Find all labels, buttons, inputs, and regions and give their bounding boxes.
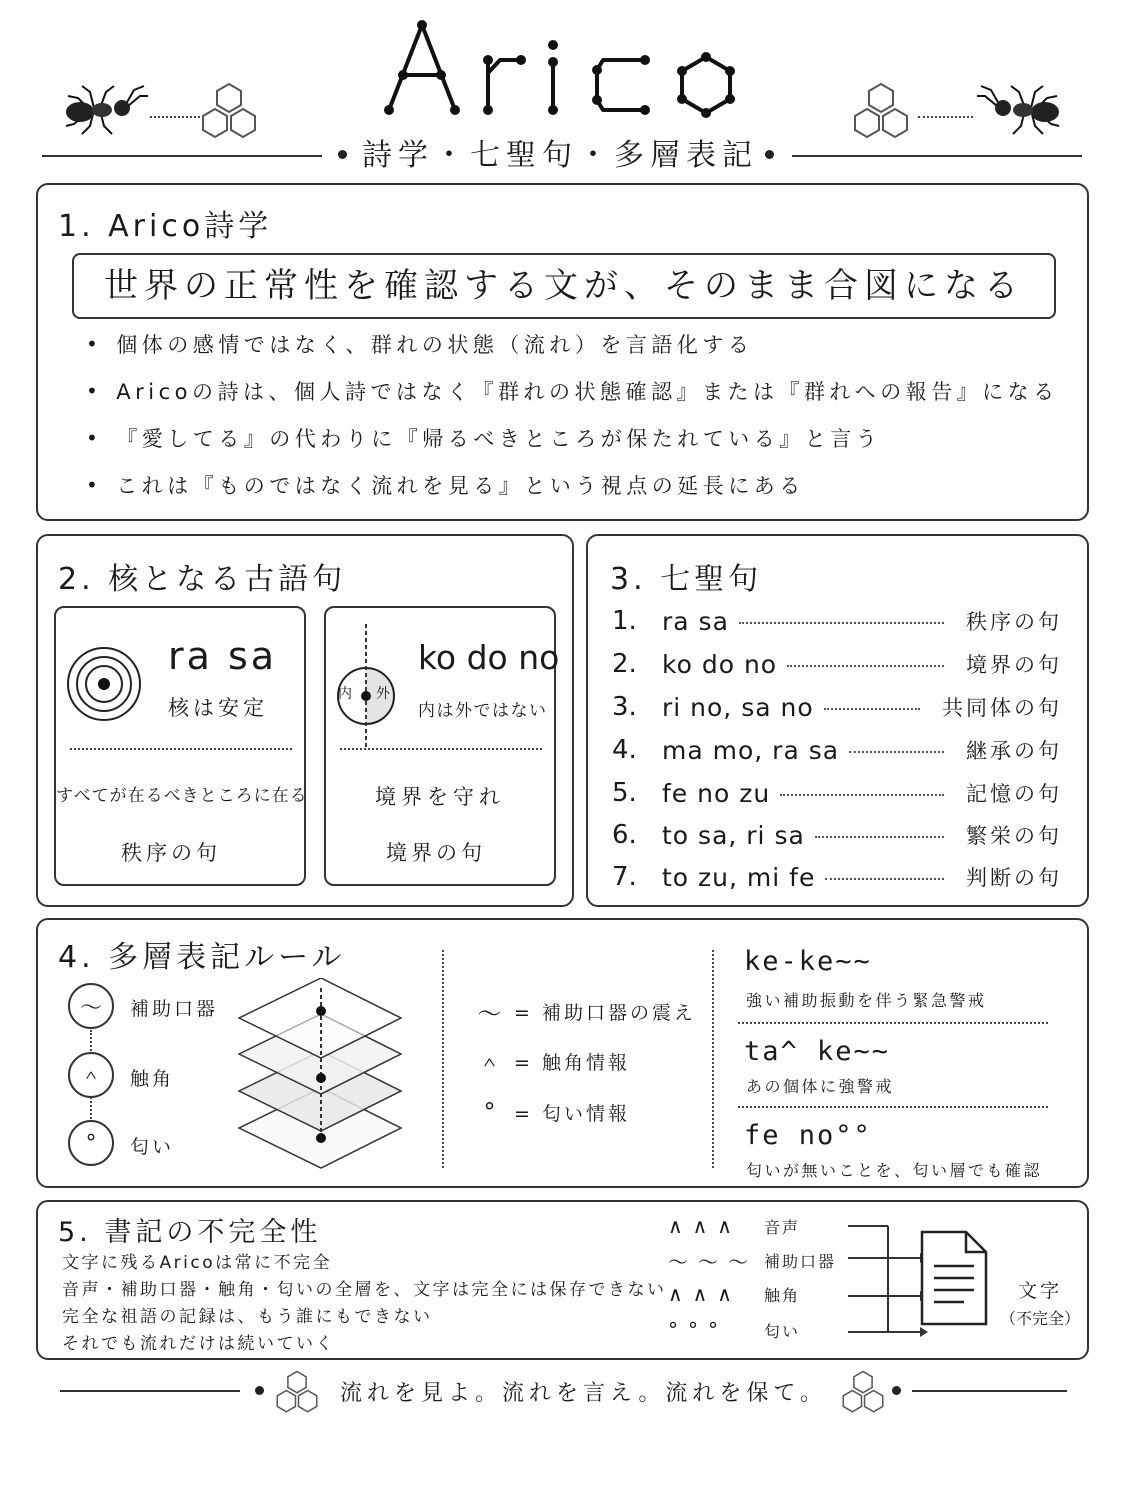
phrase-name: 秩序の句 xyxy=(966,610,1062,634)
section-writing-incompleteness xyxy=(36,1200,1089,1360)
phrase-name: 境界の句 xyxy=(966,653,1062,677)
leader-dots xyxy=(824,708,920,710)
channel-label: 補助口器 xyxy=(130,998,219,1020)
subtitle: 詩学・七聖句・多層表記 xyxy=(362,138,758,173)
mouthpart-icon: ～ xyxy=(68,983,114,1029)
outer-label: 外 xyxy=(376,686,390,702)
phrase-word: ri no, sa no xyxy=(662,692,814,722)
phrase-meaning: すべてが在るべきところに在る xyxy=(56,786,308,806)
phrase-category: 境界の句 xyxy=(386,841,486,865)
divider xyxy=(442,950,444,1168)
phrase-word: ma mo, ra sa xyxy=(662,735,840,765)
bullet-list xyxy=(86,320,1076,508)
phrase-name: 記憶の句 xyxy=(966,782,1062,806)
leader-dots xyxy=(787,665,944,667)
list-item xyxy=(612,856,1062,898)
list-item: • 『愛してる』の代わりに『帰るべきところが保たれている』と言う xyxy=(86,414,1076,461)
phrase-number: 7. xyxy=(612,862,637,892)
phrase-name: 共同体の句 xyxy=(942,696,1062,720)
footer-dot xyxy=(255,1386,264,1395)
section-title: 2. 核となる古語句 xyxy=(58,562,347,597)
scent-icon: °°° xyxy=(668,1318,728,1342)
leader-dots xyxy=(780,794,944,796)
channel-row xyxy=(668,1214,800,1238)
section-multilayer-notation xyxy=(36,918,1089,1188)
divider xyxy=(738,1106,1048,1108)
example-desc: あの個体に強警戒 xyxy=(746,1077,895,1096)
footer-rule-left xyxy=(60,1390,240,1392)
inner-label: 内 xyxy=(338,686,352,702)
text-line: それでも流れだけは続いていく xyxy=(62,1334,335,1354)
channel-row xyxy=(668,1318,800,1342)
phrase-card xyxy=(54,606,306,886)
ant-icon xyxy=(975,80,1065,140)
phrase-word: ko do no xyxy=(418,638,560,677)
mouthpart-icon: ～～～ xyxy=(668,1250,758,1274)
header-rule-left xyxy=(42,155,322,157)
text-line: 文字に残るAricoは常に不完全 xyxy=(62,1253,333,1273)
phrase-number: 4. xyxy=(612,735,637,765)
phrase-number: 2. xyxy=(612,649,637,679)
channel-label: 匂い xyxy=(130,1136,175,1158)
title-logo xyxy=(375,15,755,120)
header-dot xyxy=(338,150,347,159)
channel-label: 触角 xyxy=(764,1285,801,1305)
result-label: 文字 xyxy=(1017,1280,1062,1302)
antenna-icon: ＾ xyxy=(68,1052,114,1098)
list-item xyxy=(612,600,1062,642)
example-desc: 匂いが無いことを、匂い層でも確認 xyxy=(746,1161,1043,1180)
section-title: 4. 多層表記ルール xyxy=(58,940,346,975)
channel-label: 補助口器 xyxy=(764,1252,837,1271)
phrase-word: to zu, mi fe xyxy=(662,862,816,892)
legend-item xyxy=(468,1098,630,1126)
example-desc: 強い補助振動を伴う緊急警戒 xyxy=(746,991,987,1010)
phrase-category: 秩序の句 xyxy=(121,841,221,865)
list-item xyxy=(612,643,1062,685)
footer-rule-right xyxy=(912,1390,1067,1392)
divider xyxy=(70,748,292,750)
honeycomb-icon xyxy=(850,82,912,140)
ant-trail-right xyxy=(918,116,973,118)
text-line: 音声・補助口器・触角・匂いの全層を、文字は完全には保存できない xyxy=(62,1280,667,1300)
footer-dot xyxy=(892,1386,901,1395)
list-item xyxy=(612,729,1062,771)
list-item xyxy=(612,772,1062,814)
phrase-word: ra sa xyxy=(662,606,729,636)
legend-item xyxy=(468,1044,630,1079)
banner-text: 世界の正常性を確認する文が、そのまま合図になる xyxy=(104,266,1024,306)
document-icon xyxy=(918,1228,990,1328)
header xyxy=(0,0,1123,175)
text-line: 完全な祖語の記録は、もう誰にもできない xyxy=(62,1307,433,1327)
list-item xyxy=(612,686,1062,728)
example-code: fe no°° xyxy=(744,1120,872,1151)
channel-row xyxy=(668,1246,836,1275)
scent-icon: ° xyxy=(68,1120,114,1166)
ant-icon xyxy=(60,80,150,140)
result-note: （不完全） xyxy=(999,1309,1080,1328)
header-dot xyxy=(765,150,774,159)
channel-label: 匂い xyxy=(764,1321,801,1341)
phrase-gloss: 内は外ではない xyxy=(418,701,548,721)
leader-dots xyxy=(739,622,944,624)
phrase-name: 判断の句 xyxy=(966,866,1062,890)
voice-icon: ∧∧∧ xyxy=(668,1214,742,1238)
legend-text: = 匂い情報 xyxy=(514,1102,630,1125)
legend-text: = 補助口器の震え xyxy=(514,1002,696,1024)
ant-trail-left xyxy=(150,116,200,118)
phrase-meaning: 境界を守れ xyxy=(375,785,505,809)
channel-label: 音声 xyxy=(764,1217,801,1237)
mouthpart-icon: ～ xyxy=(477,1000,505,1028)
header-rule-right xyxy=(792,155,1082,157)
phrase-word: ra sa xyxy=(168,634,278,678)
list-item: • Aricoの詩は、個人詩ではなく『群れの状態確認』または『群れへの報告』になる xyxy=(86,367,1076,414)
section-poetics xyxy=(36,183,1089,521)
phrase-number: 6. xyxy=(612,820,637,850)
phrase-name: 継承の句 xyxy=(966,739,1062,763)
leader-dots xyxy=(815,836,944,838)
phrase-card xyxy=(324,606,560,886)
section-title: 1. Arico詩学 xyxy=(58,209,273,244)
example-code: ke-ke~~ xyxy=(744,946,872,977)
footer xyxy=(0,1370,1123,1420)
antenna-icon: ∧∧∧ xyxy=(668,1282,742,1306)
phrase-word: fe no zu xyxy=(662,778,771,808)
divider xyxy=(340,748,542,750)
scent-icon: ° xyxy=(483,1098,499,1126)
arrows-diagram xyxy=(848,1216,928,1346)
list-item: • これは『ものではなく流れを見る』という視点の延長にある xyxy=(86,461,1076,508)
target-icon xyxy=(64,644,144,724)
honeycomb-icon xyxy=(272,1370,322,1414)
leader-dots xyxy=(849,751,944,753)
list-item: • 個体の感情ではなく、群れの状態（流れ）を言語化する xyxy=(86,320,1076,367)
divider xyxy=(738,1022,1048,1024)
honeycomb-icon xyxy=(838,1370,888,1414)
list-item xyxy=(612,814,1062,856)
section-title: 3. 七聖句 xyxy=(610,562,763,597)
section-seven-phrases xyxy=(586,534,1089,907)
channel-row xyxy=(668,1282,800,1306)
legend-text: = 触角情報 xyxy=(514,1052,630,1074)
footer-motto: 流れを見よ。流れを言え。流れを保て。 xyxy=(340,1381,827,1406)
legend-item xyxy=(468,994,696,1029)
phrase-word: to sa, ri sa xyxy=(662,820,805,850)
phrase-number: 3. xyxy=(612,692,637,722)
phrase-gloss: 核は安定 xyxy=(168,696,268,720)
section-title: 5. 書記の不完全性 xyxy=(58,1217,322,1248)
section-core-phrases xyxy=(36,534,574,907)
text-block xyxy=(62,1248,667,1356)
phrase-number: 1. xyxy=(612,606,637,636)
layers-diagram xyxy=(233,978,413,1178)
example-code: ta^ ke~~ xyxy=(744,1036,891,1067)
phrase-name: 繁栄の句 xyxy=(966,824,1062,848)
phrase-word: ko do no xyxy=(662,649,778,679)
leader-dots xyxy=(825,878,944,880)
honeycomb-icon xyxy=(198,82,260,140)
antenna-icon: ＾ xyxy=(477,1050,505,1078)
channel-label: 触角 xyxy=(130,1068,175,1090)
divider xyxy=(712,950,714,1168)
phrase-number: 5. xyxy=(612,778,637,808)
